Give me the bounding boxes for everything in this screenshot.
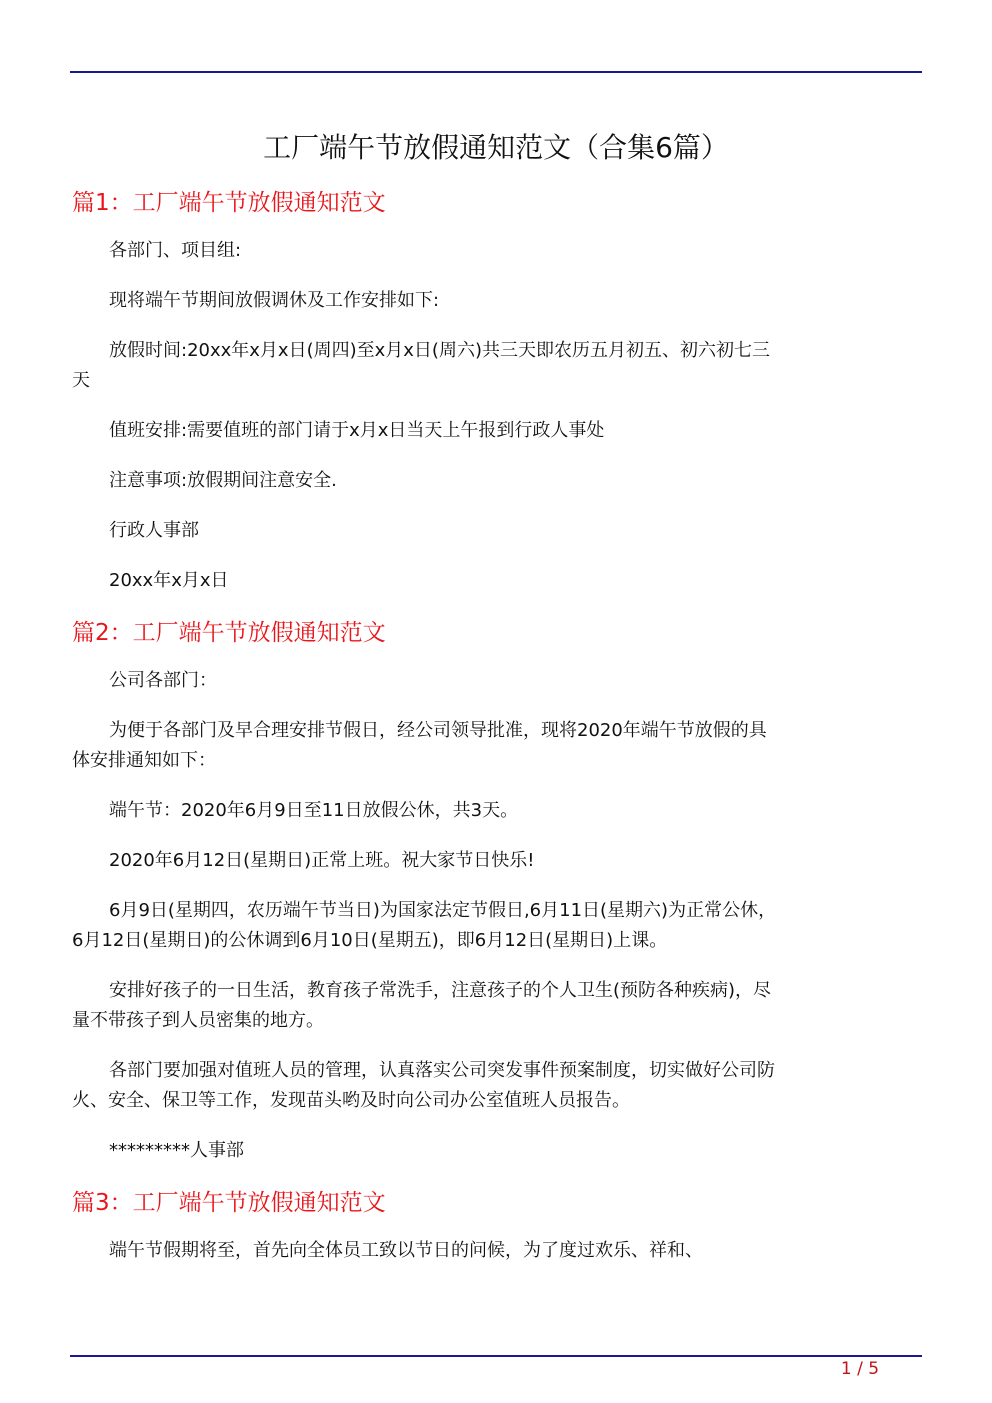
section-heading: 篇1：工厂端午节放假通知范文: [72, 190, 386, 216]
paragraph: 公司各部门：: [109, 670, 217, 691]
paragraph: 2020年6月12日(星期日)正常上班。祝大家节日快乐!: [109, 850, 535, 871]
page-number: 1 / 5: [840, 1359, 880, 1379]
document-title: 工厂端午节放假通知范文（合集6篇）: [263, 131, 729, 164]
paragraph: *********人事部: [109, 1140, 244, 1161]
paragraph: 注意事项:放假期间注意安全.: [109, 470, 337, 491]
paragraph: 各部门、项目组:: [109, 240, 242, 261]
document-body: [72, 186, 782, 1286]
paragraph: 端午节假期将至，首先向全体员工致以节日的问候，为了度过欢乐、祥和、: [109, 1240, 703, 1261]
section-1: [72, 186, 782, 596]
paragraph: 6月9日(星期四，农历端午节当日)为国家法定节假日,6月11日(星期六)为正常公休，6月12日(星期日)的公休调到6月10日(星期五)，即6月12日(星期日)上课。: [72, 900, 777, 951]
header-rule: [70, 71, 922, 73]
paragraph: 行政人事部: [109, 520, 199, 541]
section-3: [72, 1186, 782, 1266]
paragraph: 现将端午节期间放假调休及工作安排如下:: [109, 290, 440, 311]
paragraph: 安排好孩子的一日生活，教育孩子常洗手，注意孩子的个人卫生(预防各种疾病)，尽量不带孩子到人员密集的地方。: [72, 980, 772, 1031]
section-heading: 篇3：工厂端午节放假通知范文: [72, 1190, 386, 1216]
paragraph: 各部门要加强对值班人员的管理，认真落实公司突发事件预案制度，切实做好公司防火、安全、保卫等工作，发现苗头哟及时向公司办公室值班人员报告。: [72, 1060, 775, 1111]
paragraph: 为便于各部门及早合理安排节假日，经公司领导批准，现将2020年端午节放假的具体安排通知如下：: [72, 720, 767, 771]
paragraph: 20xx年x月x日: [109, 570, 229, 591]
paragraph: 放假时间:20xx年x月x日(周四)至x月x日(周六)共三天即农历五月初五、初六初七三天: [72, 340, 770, 391]
paragraph: 值班安排:需要值班的部门请于x月x日当天上午报到行政人事处: [109, 420, 605, 441]
paragraph: 端午节：2020年6月9日至11日放假公休，共3天。: [109, 800, 519, 821]
footer-rule: [70, 1355, 922, 1357]
section-2: [72, 616, 782, 1166]
section-heading: 篇2：工厂端午节放假通知范文: [72, 620, 386, 646]
